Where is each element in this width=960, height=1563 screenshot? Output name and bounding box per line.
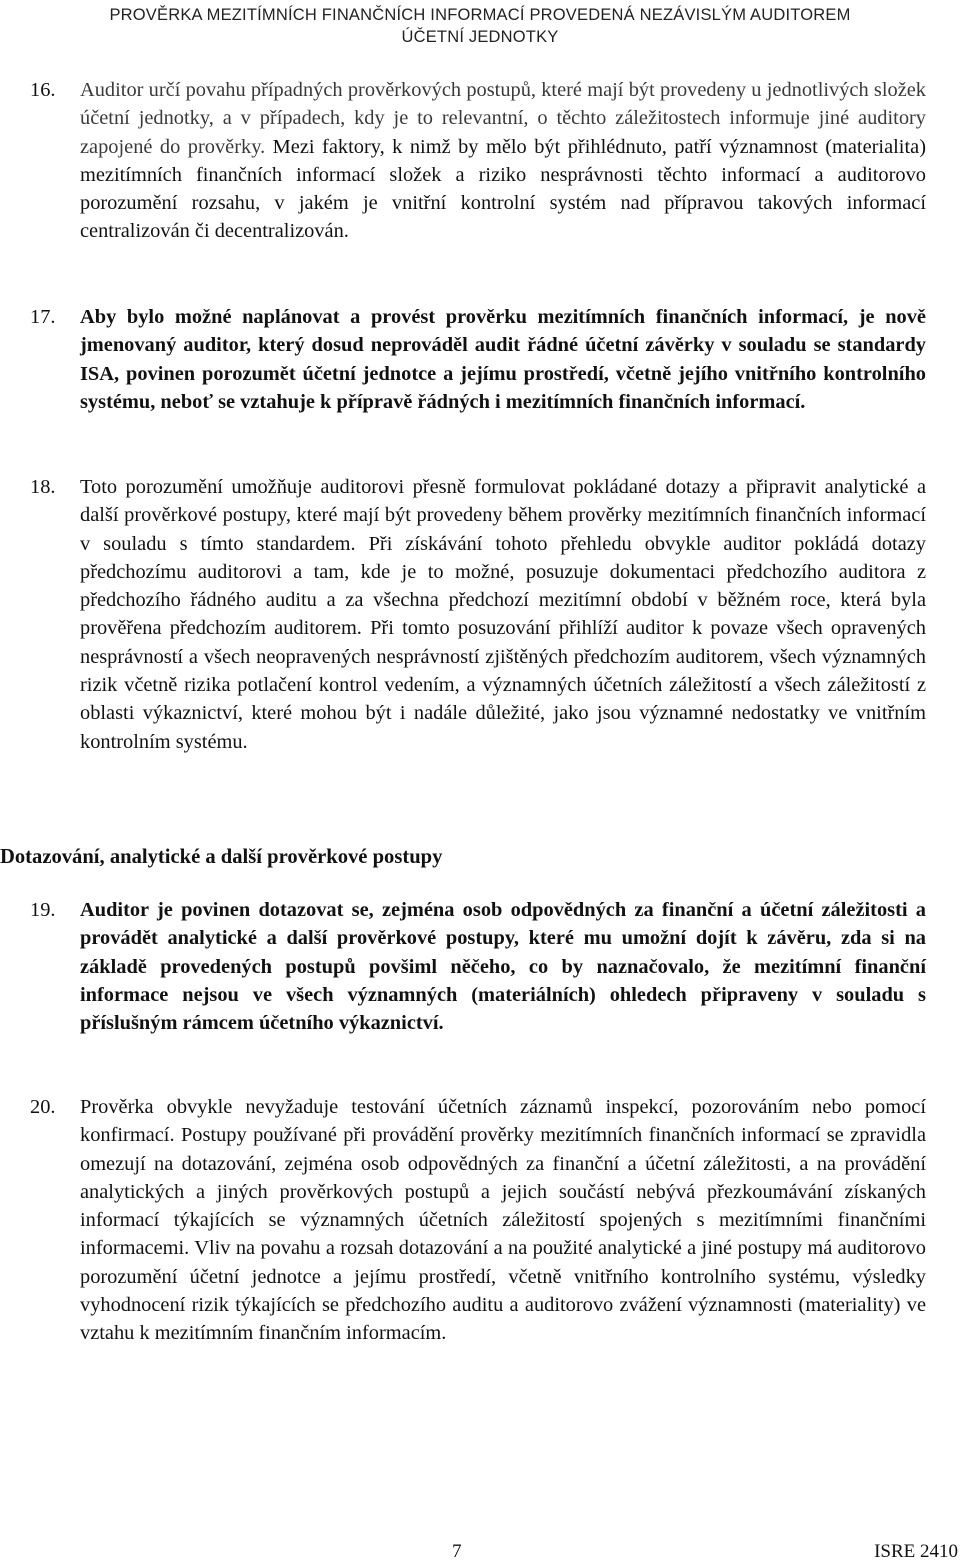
paragraph-18 [30, 473, 926, 756]
paragraph-text [80, 76, 926, 246]
page-number: 7 [452, 1541, 462, 1562]
running-header [0, 4, 960, 48]
paragraph-text: Auditor je povinen dotazovat se, zejména osob odpovědných za finanční a účetní záležitosti a provádět analytické a další prověrkové postupy, které mu umožní dojít k závěru, zda si na základě provedených postupů povšiml něčeho, co by naznačovalo, že mezitímní finanční informace nejsou ve všech významných (materiálních) ohledech připraveny v souladu s příslušným rámcem účetního výkaznictví. [80, 899, 926, 1035]
paragraph-text-part-a: Auditor určí povahu případných prověrkových postupů, které mají být provedeny u jednotlivých složek účetní jednotky, a v případech, kdy je to relevantní, o těchto záležitostech informuje jiné auditory zapojené do prověrky. [80, 79, 926, 158]
paragraph-number: 16. [30, 79, 56, 101]
paragraph-text: Aby bylo možné naplánovat a provést prověrku mezitímních finančních informací, je nově jmenovaný auditor, který dosud neprováděl audit řádné účetní závěrky v souladu se standardy ISA, povinen porozumět účetní jednotce a jejímu prostředí, včetně jejího vnitřního kontrolního systému, neboť se vztahuje k přípravě řádných i mezitímních finančních informací. [80, 306, 926, 413]
standard-reference: ISRE 2410 [874, 1541, 958, 1562]
paragraph-20 [30, 1093, 926, 1348]
paragraph-number: 20. [30, 1096, 56, 1118]
header-line-2: ÚČETNÍ JEDNOTKY [401, 28, 559, 46]
paragraph-text: Prověrka obvykle nevyžaduje testování účetních záznamů inspekcí, pozorováním nebo pomocí konfirmací. Postupy používané při provádění prověrky mezitímních finančních informací se zpravidla omezují na dotazování, zejména osob odpovědných za finanční a účetní záležitosti, a na provádění analytických a jiných prověrkových postupů a jejich součástí nebývá přezkoumávání získaných informací týkajících se významných účetních záležitostí spojených s mezitímními finančními informacemi. Vliv na povahu a rozsah dotazování a na použité analytické a jiné postupy má auditorovo porozumění účetní jednotce a jejímu prostředí, včetně vnitřního kontrolního systému, výsledky vyhodnocení rizik týkajících se předchozího auditu a auditorovo zvážení významnosti (materiality) ve vztahu k mezitímním finančním informacím. [80, 1096, 926, 1345]
section-heading: Dotazování, analytické a další prověrkové postupy [0, 846, 443, 868]
paragraph-number: 19. [30, 899, 56, 921]
paragraph-19 [30, 896, 926, 1037]
paragraph-text: Toto porozumění umožňuje auditorovi přesně formulovat pokládané dotazy a připravit analytické a další prověrkové postupy, které mají být provedeny během prověrky mezitímních finančních informací v souladu s tímto standardem. Při získávání tohoto přehledu obvykle auditor pokládá dotazy předchozímu auditorovi a tam, kde je to možné, posuzuje dokumentaci předchozího auditora z předchozího řádného auditu a za všechna předchozí mezitímní období v běžném roce, která byla prověřena předchozím auditorem. Při tomto posuzování přihlíží auditor k povaze všech opravených nesprávností a všech neopravených nesprávností zjištěných předchozím auditorem, všech významných rizik včetně rizika potlačení kontrol vedením, a významných účetních záležitostí a všech záležitostí z oblasti výkaznictví, které mohou být i nadále důležité, jako jsou významné nedostatky ve vnitřním kontrolním systému. [80, 476, 926, 753]
paragraph-17 [30, 303, 926, 416]
header-line-1: PROVĚRKA MEZITÍMNÍCH FINANČNÍCH INFORMACÍ PROVEDENÁ NEZÁVISLÝM AUDITOREM [109, 6, 851, 24]
paragraph-16 [30, 76, 926, 246]
paragraph-text-part-b: Mezi faktory, k nimž by mělo být přihlédnuto, patří významnost (materialita) mezitímních finančních informací složek a riziko nesprávnosti těchto informací a auditorovo porozumění rozsahu, v jakém je vnitřní kontrolní systém nad přípravou takových informací centralizován či decentralizován. [80, 135, 926, 243]
paragraph-number: 18. [30, 476, 56, 498]
paragraph-number: 17. [30, 306, 56, 328]
